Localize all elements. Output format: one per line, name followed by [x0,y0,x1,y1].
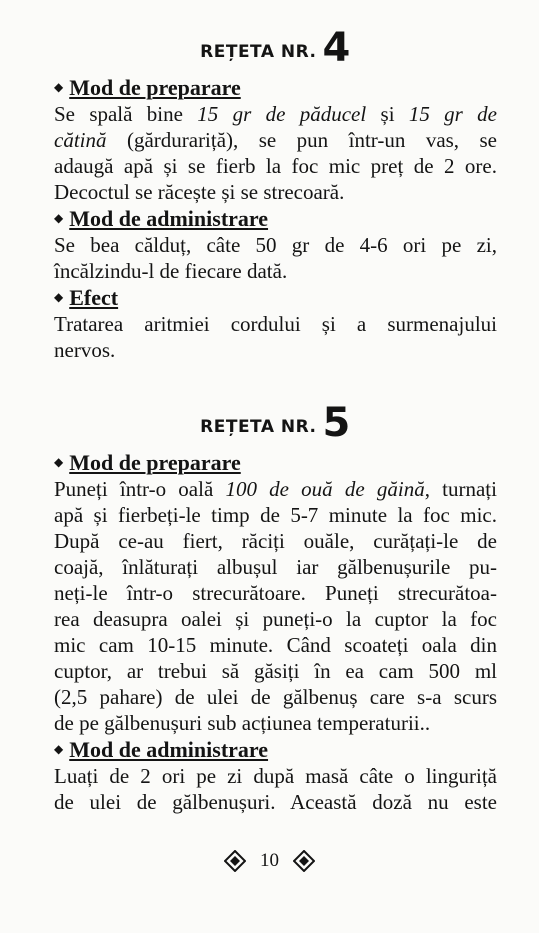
recipe-4-title [54,25,497,71]
recipe-5-preparation-heading: ◆ Mod de preparare [54,450,241,475]
text-line: adaugă apă și se fierb la foc mic preț de 2 ore. [54,154,497,178]
bullet-diamond-icon: ◆ [54,211,64,225]
text-line: neți-le într-o strecurătoare. Puneți strecurătoa- [54,581,497,605]
recipe-4-preparation-heading: ◆ Mod de preparare [54,75,241,100]
diamond-ornament-icon [293,850,315,872]
recipe-4-effect-heading: ◆ Efect [54,285,119,310]
text-line: Luați de 2 ori pe zi după masă câte o linguriță [54,764,497,788]
text-line: Decoctul se răcește și se strecoară. [54,180,345,204]
page-content [54,25,497,815]
recipe-5-title [54,400,497,446]
text-line: de pe gălbenușuri sub acțiunea temperaturii.. [54,711,431,735]
text-line: încălzindu-l de fiecare dată. [54,259,288,283]
page-number: 10 [260,850,279,871]
recipe-5-preparation-text [54,476,497,736]
recipe-4-administration-heading: ◆ Mod de administrare [54,206,269,231]
text-line: de ulei de gălbenușuri. Această doză nu este [54,790,497,814]
recipe-4-administration-text [54,232,497,284]
recipe-4-title-number: 4 [322,25,351,71]
recipe-5-administration-heading: ◆ Mod de administrare [54,737,269,762]
text-line: După ce-au fiert, răciți ouăle, curățați-le de [54,529,497,553]
recipe-4-preparation-text [54,101,497,205]
text-line: Se bea călduț, câte 50 gr de 4-6 ori pe zi, [54,233,497,257]
bullet-diamond-icon: ◆ [54,80,64,94]
text-line: mic cam 10-15 minute. Când scoateți oala din [54,633,497,657]
bullet-diamond-icon: ◆ [54,290,64,304]
text-line: Puneți într-o oală 100 de ouă de găină, turnați [54,477,497,501]
recipe-5-administration-text [54,763,497,815]
text-line: (2,5 pahare) de ulei de gălbenuș care s-a scurs [54,685,497,709]
text-line: cătină (gărdurariță), se pun într-un vas, se [54,128,497,152]
bullet-diamond-icon: ◆ [54,455,64,469]
text-line: nervos. [54,338,116,362]
diamond-ornament-icon [224,850,246,872]
recipe-4-effect-text [54,311,497,363]
text-line: Tratarea aritmiei cordului și a surmenajului [54,312,497,336]
text-line: Se spală bine 15 gr de păducel și 15 gr de [54,102,497,126]
recipe-5-title-number: 5 [322,400,351,446]
recipe-5-title-label: REȚETA NR. [200,417,317,437]
text-line: apă și fierbeți-le timp de 5-7 minute la foc mic. [54,503,497,527]
text-line: rea deasupra oalei și puneți-o la cuptor la foc [54,607,497,631]
text-line: coajă, înlăturați albușul iar gălbenușurile pu- [54,555,497,579]
bullet-diamond-icon: ◆ [54,742,64,756]
recipe-4-title-label: REȚETA NR. [200,42,317,62]
page-footer [0,850,539,872]
text-line: cuptor, ar trebui să găsiți în ea cam 500 ml [54,659,497,683]
